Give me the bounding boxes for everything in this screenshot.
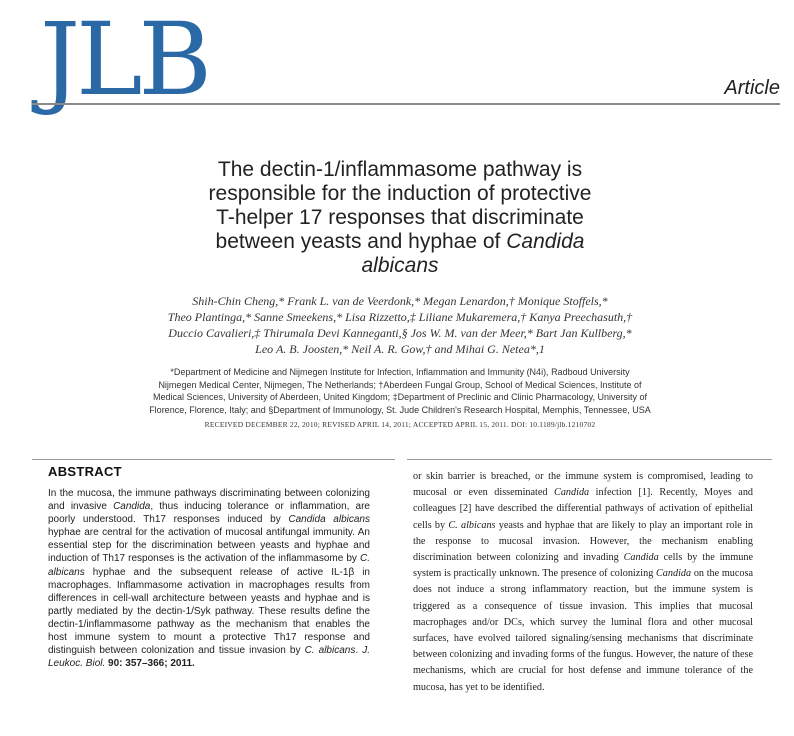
citation-details: 90: 357–366; 2011. bbox=[105, 658, 195, 670]
affiliation-line: Florence, Florence, Italy; and §Department of Immunology, St. Jude Children's Research Hospital, Memphis, Tennessee, USA bbox=[149, 404, 651, 415]
body-run: yeasts and hyphae that are likely to play an important role in the response to mucosal invasion. However, the mechanism enabling discrimination between colonizing and invading bbox=[413, 519, 753, 564]
abstract-run: hyphae are central for the activation of mucosal antifungal immunity. An essential step for the discrimination between yeasts and hyphae and induction of Th17 responses is the activation of the inflammasome by bbox=[48, 527, 370, 565]
body-run: or skin barrier is breached, or the immune system is compromised, leading to mucosal or even disseminated bbox=[413, 471, 753, 499]
title-line: The dectin-1/inflammasome pathway is bbox=[217, 158, 583, 181]
abstract-run: , thus inducing tolerance or inflammation, are poorly understood. Th17 responses induced by bbox=[48, 501, 370, 526]
abstract-run: hyphae and the subsequent release of active IL-1β in macrophages. Inflammasome activation in macrophages results from differences in cell-wall architecture between yeasts and hyphae and is partly mediated by the dectin-1/Syk pathway. These results define the dectin-1/inflammasome pathway as the mechanism that enables the host immune system to mount a protective Th17 response and distinguish between colonization and tissue invasion by bbox=[48, 566, 370, 657]
body-species: Candida bbox=[554, 487, 590, 499]
journal-logo: JLB bbox=[40, 1, 208, 118]
affiliations bbox=[100, 366, 700, 416]
abstract-species: C. albicans bbox=[304, 645, 356, 657]
abstract-run: In the mucosa, the immune pathways discriminating between colonizing and invasive bbox=[48, 488, 370, 513]
author-line: Duccio Cavalieri,‡ Thirumala Devi Kanneganti,§ Jos W. M. van der Meer,* Bart Jan Kullberg,* bbox=[168, 326, 632, 340]
author-line: Shih-Chin Cheng,* Frank L. van de Veerdonk,* Megan Lenardon,† Monique Stoffels,* bbox=[192, 294, 608, 308]
title-line bbox=[100, 230, 700, 254]
abstract-text bbox=[48, 487, 370, 670]
received-dates: RECEIVED DECEMBER 22, 2010; REVISED APRIL 14, 2011; ACCEPTED APRIL 15, 2011. DOI: 10.1189/jlb.1210702 bbox=[204, 420, 596, 429]
title-text: between yeasts and hyphae of bbox=[215, 230, 507, 253]
article-type-label: Article bbox=[724, 77, 780, 99]
abstract-species: Candida bbox=[113, 501, 151, 513]
author-line: Leo A. B. Joosten,* Neil A. R. Gow,† and Mihai G. Netea*,1 bbox=[255, 342, 545, 356]
body-run: infection [1]. Recently, Moyes and colleagues [2] have described the differential pathways of activation of epithelial cells by bbox=[413, 487, 754, 531]
abstract-species: Candida albicans bbox=[288, 514, 370, 526]
abstract-divider bbox=[32, 459, 395, 460]
affiliation-line: *Department of Medicine and Nijmegen Institute for Infection, Inflammation and Immunity (N4i), Radboud University bbox=[170, 367, 630, 377]
author-line: Theo Plantinga,* Sanne Smeekens,* Lisa Rizzetto,‡ Liliane Mukaremera,† Kanya Preechasuth,† bbox=[167, 310, 633, 324]
body-text bbox=[413, 469, 753, 696]
body-species: Candida bbox=[623, 552, 659, 564]
body-species: Candida bbox=[656, 568, 692, 580]
body-divider bbox=[407, 459, 772, 460]
citation-journal: J. Leukoc. Biol. bbox=[48, 645, 370, 670]
body-species: C. albicans bbox=[448, 519, 496, 531]
header-divider bbox=[32, 103, 780, 105]
affiliation-line: Medical Sciences, University of Aberdeen, United Kingdom; ‡Department of Preclinic and Clinic Pharmacology, University of bbox=[152, 392, 648, 402]
title-species: Candida bbox=[506, 230, 585, 253]
title-line: responsible for the induction of protective bbox=[208, 182, 592, 205]
abstract-heading: ABSTRACT bbox=[48, 464, 122, 479]
affiliation-line: Nijmegen Medical Center, Nijmegen, The Netherlands; †Aberdeen Fungal Group, School of Medical Sciences, Institute of bbox=[158, 379, 642, 390]
body-run: on the mucosa does not induce a strong inflammatory reaction, but the immune system is triggered as a consequence of tissue invasion. This implies that mucosal macrophages and/or DCs, which survey the luminal flora and other mucosal surfaces, have evolved tailored signaling/sensing mechanisms that discriminate between colonizing and invading forms of the fungus. However, the nature of these mechanisms, which are crucial for host defense and immune tolerance of the mucosa, has yet to be identified. bbox=[413, 568, 753, 693]
abstract-run: . bbox=[355, 645, 363, 657]
paper-title bbox=[100, 158, 700, 278]
title-line: T-helper 17 responses that discriminate bbox=[216, 206, 584, 229]
abstract-species: C. albicans bbox=[48, 553, 370, 578]
author-list bbox=[80, 293, 720, 357]
body-run: cells by the immune system is practically unknown. The presence of colonizing bbox=[413, 552, 753, 580]
title-line: albicans bbox=[361, 254, 439, 277]
